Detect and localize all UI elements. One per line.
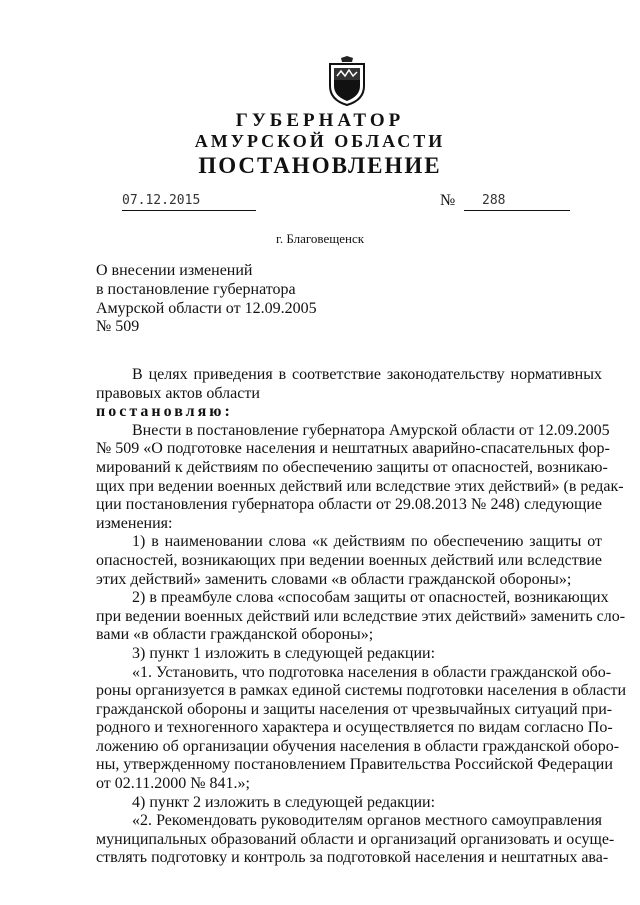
subject-line: № 509	[96, 318, 140, 336]
body-line: при ведении военных действий или вследствие этих действий» заменить сло-	[96, 607, 626, 625]
subject-line: О внесении изменений	[96, 262, 253, 279]
body-line: опасностей, возникающих при ведении военных действий или вследствие	[96, 551, 602, 569]
header-governor: ГУБЕРНАТОР	[235, 110, 405, 131]
body-line: муниципальных образований области и организаций организовать и осуще-	[96, 830, 615, 848]
document-date: 07.12.2015	[122, 192, 256, 211]
body-line: мирований к действиям по обеспечению защиты от опасностей, возникаю-	[96, 458, 608, 476]
city-name: г. Благовещенск	[275, 231, 365, 246]
body-line: от 02.11.2000 № 841.»;	[96, 775, 250, 793]
resolution-keyword: постановляю:	[96, 403, 233, 421]
subject-line: в постановление губернатора	[96, 280, 296, 298]
body-line: роны организуется в рамках единой системы подготовки населения в области	[96, 682, 627, 700]
body-line: 4) пункт 2 изложить в следующей редакции:	[132, 793, 436, 811]
body-line: 1) в наименовании слова «к действиям по обеспечению защиты от	[132, 533, 602, 551]
body-line: «2. Рекомендовать руководителям органов местного самоуправления	[132, 812, 602, 830]
document-type-title: ПОСТАНОВЛЕНИЕ	[198, 153, 442, 178]
body-line: В целях приведения в соответствие законодательству нормативных	[132, 366, 602, 383]
body-line: ствлять подготовку и контроль за подготовкой населения и нештатных ава-	[96, 849, 609, 867]
body-line: 3) пункт 1 изложить в следующей редакции:	[132, 644, 436, 662]
body-line: правовых актов области	[96, 384, 260, 402]
body-line: вами «в области гражданской обороны»;	[96, 626, 374, 644]
body-line: родного и техногенного характера и осуществляется по видам согласно По-	[96, 719, 613, 737]
document-number: 288	[464, 192, 570, 211]
body-line: 2) в преамбуле слова «способам защиты от опасностей, возникающих	[132, 589, 609, 607]
coat-of-arms-icon	[328, 56, 366, 106]
body-line: этих действий» заменить словами «в области гражданской обороны»;	[96, 570, 572, 588]
body-line: щих при ведении военных действий или вследствие этих действий» (в редак-	[96, 477, 624, 495]
header-region: АМУРСКОЙ ОБЛАСТИ	[194, 131, 446, 151]
body-line: ции постановления губернатора области от 29.08.2013 № 248) следующие	[96, 496, 602, 514]
body-line: ложению об организации обучения населения в области гражданской оборо-	[96, 737, 620, 755]
subject-line: Амурской области от 12.09.2005	[96, 299, 317, 317]
body-line: изменения:	[96, 514, 173, 532]
document-body	[96, 366, 627, 868]
body-line: Внести в постановление губернатора Амурской области от 12.09.2005	[132, 421, 610, 439]
number-label: №	[440, 192, 456, 209]
document-subject	[96, 262, 317, 337]
body-line: гражданской обороны и защиты населения от чрезвычайных ситуаций при-	[96, 700, 613, 718]
body-line: ны, утвержденному постановлением Правительства Российской Федерации	[96, 756, 613, 774]
body-line: «1. Установить, что подготовка населения в области гражданской обо-	[132, 663, 612, 681]
body-line: № 509 «О подготовке населения и нештатных аварийно-спасательных фор-	[96, 440, 610, 458]
